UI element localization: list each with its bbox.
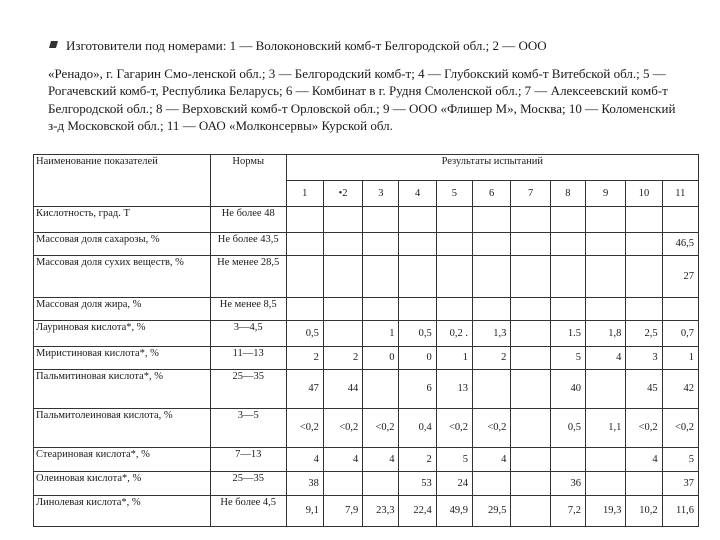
results-header: Результаты испытаний: [286, 155, 698, 181]
result-cell-3: [363, 256, 399, 298]
column-number-2: •2: [323, 181, 362, 207]
result-cell-10: 3: [626, 347, 662, 370]
intro-paragraph-1: [48, 37, 688, 55]
table-row: [34, 298, 699, 321]
result-cell-1: 0,5: [286, 321, 323, 347]
result-cell-1: <0,2: [286, 409, 323, 448]
result-cell-10: 2,5: [626, 321, 662, 347]
result-cell-1: 9,1: [286, 496, 323, 527]
result-cell-6: 2: [473, 347, 511, 370]
norm-value: 3—5: [210, 409, 286, 448]
indicator-header: Наименование показателей: [34, 155, 211, 207]
result-cell-1: 4: [286, 448, 323, 472]
result-cell-7: [511, 233, 550, 256]
result-cell-8: 36: [550, 472, 585, 496]
result-cell-11: 0,7: [662, 321, 698, 347]
result-cell-4: [399, 233, 436, 256]
result-cell-9: [585, 256, 625, 298]
result-cell-6: <0,2: [473, 409, 511, 448]
result-cell-9: 1,1: [585, 409, 625, 448]
result-cell-7: [511, 207, 550, 233]
column-number-5: 5: [436, 181, 472, 207]
result-cell-11: 27: [662, 256, 698, 298]
table-row: [34, 321, 699, 347]
result-cell-8: [550, 207, 585, 233]
result-cell-3: 4: [363, 448, 399, 472]
result-cell-8: 0,5: [550, 409, 585, 448]
indicator-name: Стеариновая кислота*, %: [34, 448, 211, 472]
result-cell-5: [436, 256, 472, 298]
result-cell-9: [585, 298, 625, 321]
result-cell-3: [363, 207, 399, 233]
norm-value: Не более 4,5: [210, 496, 286, 527]
result-cell-2: <0,2: [323, 409, 362, 448]
result-cell-6: 1,3: [473, 321, 511, 347]
result-cell-2: 4: [323, 448, 362, 472]
table-row: [34, 409, 699, 448]
column-number-1: 1: [286, 181, 323, 207]
result-cell-6: [473, 256, 511, 298]
result-cell-4: 0,5: [399, 321, 436, 347]
result-cell-2: [323, 256, 362, 298]
table-header-row: [34, 155, 699, 181]
result-cell-3: [363, 233, 399, 256]
result-cell-3: <0,2: [363, 409, 399, 448]
result-cell-3: 23,3: [363, 496, 399, 527]
result-cell-9: 1,8: [585, 321, 625, 347]
indicator-name: Миристиновая кислота*, %: [34, 347, 211, 370]
result-cell-6: [473, 207, 511, 233]
result-cell-7: [511, 448, 550, 472]
indicator-name: Лауриновая кислота*, %: [34, 321, 211, 347]
result-cell-11: 1: [662, 347, 698, 370]
result-cell-11: [662, 298, 698, 321]
result-cell-7: [511, 472, 550, 496]
results-table-body: [34, 155, 699, 527]
result-cell-6: [473, 233, 511, 256]
bullet-icon: [48, 40, 59, 49]
result-cell-4: 2: [399, 448, 436, 472]
result-cell-9: [585, 207, 625, 233]
column-number-10: 10: [626, 181, 662, 207]
result-cell-11: 37: [662, 472, 698, 496]
result-cell-3: 0: [363, 347, 399, 370]
result-cell-11: [662, 207, 698, 233]
result-cell-2: 7,9: [323, 496, 362, 527]
result-cell-10: [626, 207, 662, 233]
norm-value: 25—35: [210, 370, 286, 409]
result-cell-3: [363, 472, 399, 496]
result-cell-1: [286, 298, 323, 321]
table-row: [34, 207, 699, 233]
result-cell-10: <0,2: [626, 409, 662, 448]
result-cell-6: [473, 472, 511, 496]
indicator-name: Линолевая кислота*, %: [34, 496, 211, 527]
result-cell-4: 53: [399, 472, 436, 496]
intro-paragraph-2: «Ренадо», г. Гагарин Смо-ленской обл.; 3 — Белгородский комб-т; 4 — Глубокский комб-т Витебской обл.; 5 — Рогачевский комб-т, Республика Беларусь; 6 — Комбинат в г. Рудня Смоленской обл.; 7 — Алексеевский комб-т Белгородской обл.; 8 — Верховский комб-т Орловской обл.; 9 — ООО «Флишер М», Москва; 10 — Коломенский з-д Московской обл.; 11 — ОАО «Молконсервы» Курской обл.: [48, 65, 676, 133]
result-cell-1: 2: [286, 347, 323, 370]
result-cell-9: 19,3: [585, 496, 625, 527]
result-cell-3: 1: [363, 321, 399, 347]
result-cell-2: [323, 321, 362, 347]
result-cell-4: 6: [399, 370, 436, 409]
result-cell-10: 10,2: [626, 496, 662, 527]
indicator-name: Пальмитиновая кислота*, %: [34, 370, 211, 409]
intro-line-1: Изготовители под номерами: 1 — Волоконовский комб-т Белгородской обл.; 2 — ООО: [66, 38, 547, 53]
result-cell-2: 2: [323, 347, 362, 370]
result-cell-5: [436, 298, 472, 321]
result-cell-7: [511, 256, 550, 298]
result-cell-10: 4: [626, 448, 662, 472]
result-cell-9: 4: [585, 347, 625, 370]
result-cell-11: 42: [662, 370, 698, 409]
indicator-name: Массовая доля жира, %: [34, 298, 211, 321]
result-cell-2: [323, 298, 362, 321]
table-row: [34, 472, 699, 496]
column-number-3: 3: [363, 181, 399, 207]
norms-header: Нормы: [210, 155, 286, 207]
result-cell-4: [399, 207, 436, 233]
result-cell-9: [585, 370, 625, 409]
column-number-7: 7: [511, 181, 550, 207]
result-cell-10: [626, 298, 662, 321]
result-cell-5: [436, 233, 472, 256]
result-cell-2: [323, 472, 362, 496]
result-cell-4: [399, 298, 436, 321]
result-cell-9: [585, 233, 625, 256]
table-row: [34, 347, 699, 370]
result-cell-3: [363, 370, 399, 409]
result-cell-11: 5: [662, 448, 698, 472]
result-cell-4: 22,4: [399, 496, 436, 527]
result-cell-6: [473, 370, 511, 409]
result-cell-5: 49,9: [436, 496, 472, 527]
result-cell-1: 38: [286, 472, 323, 496]
column-number-8: 8: [550, 181, 585, 207]
table-row: [34, 370, 699, 409]
result-cell-10: 45: [626, 370, 662, 409]
result-cell-8: 7,2: [550, 496, 585, 527]
result-cell-1: 47: [286, 370, 323, 409]
result-cell-11: 11,6: [662, 496, 698, 527]
result-cell-5: 0,2 .: [436, 321, 472, 347]
norm-value: Не менее 8,5: [210, 298, 286, 321]
result-cell-4: 0: [399, 347, 436, 370]
result-cell-3: [363, 298, 399, 321]
result-cell-1: [286, 207, 323, 233]
result-cell-6: 4: [473, 448, 511, 472]
column-number-6: 6: [473, 181, 511, 207]
result-cell-8: [550, 448, 585, 472]
result-cell-8: [550, 233, 585, 256]
result-cell-1: [286, 233, 323, 256]
result-cell-1: [286, 256, 323, 298]
table-row: [34, 448, 699, 472]
indicator-name: Пальмитолеиновая кислота, %: [34, 409, 211, 448]
result-cell-8: [550, 256, 585, 298]
result-cell-7: [511, 321, 550, 347]
result-cell-5: 1: [436, 347, 472, 370]
norm-value: 3—4,5: [210, 321, 286, 347]
norm-value: 25—35: [210, 472, 286, 496]
table-row: [34, 496, 699, 527]
result-cell-9: [585, 448, 625, 472]
norm-value: Не менее 28,5: [210, 256, 286, 298]
result-cell-10: [626, 233, 662, 256]
result-cell-11: <0,2: [662, 409, 698, 448]
results-table: [33, 154, 699, 527]
result-cell-8: 40: [550, 370, 585, 409]
result-cell-5: [436, 207, 472, 233]
column-number-4: 4: [399, 181, 436, 207]
indicator-name: Массовая доля сухих веществ, %: [34, 256, 211, 298]
result-cell-4: [399, 256, 436, 298]
table-row: [34, 256, 699, 298]
result-cell-8: 5: [550, 347, 585, 370]
norm-value: Не более 43,5: [210, 233, 286, 256]
norm-value: Не более 48: [210, 207, 286, 233]
indicator-name: Олеиновая кислота*, %: [34, 472, 211, 496]
table-row: [34, 233, 699, 256]
indicator-name: Массовая доля сахарозы, %: [34, 233, 211, 256]
result-cell-10: [626, 472, 662, 496]
result-cell-7: [511, 496, 550, 527]
result-cell-2: 44: [323, 370, 362, 409]
column-number-11: 11: [662, 181, 698, 207]
result-cell-8: [550, 298, 585, 321]
result-cell-11: 46,5: [662, 233, 698, 256]
result-cell-10: [626, 256, 662, 298]
result-cell-8: 1.5: [550, 321, 585, 347]
norm-value: 7—13: [210, 448, 286, 472]
result-cell-2: [323, 207, 362, 233]
column-number-9: 9: [585, 181, 625, 207]
result-cell-9: [585, 472, 625, 496]
norm-value: 11—13: [210, 347, 286, 370]
result-cell-7: [511, 409, 550, 448]
result-cell-6: 29,5: [473, 496, 511, 527]
result-cell-6: [473, 298, 511, 321]
result-cell-5: 13: [436, 370, 472, 409]
result-cell-7: [511, 347, 550, 370]
intro-text: [48, 37, 688, 135]
indicator-name: Кислотность, град. Т: [34, 207, 211, 233]
result-cell-7: [511, 298, 550, 321]
result-cell-5: 5: [436, 448, 472, 472]
result-cell-5: 24: [436, 472, 472, 496]
result-cell-5: <0,2: [436, 409, 472, 448]
result-cell-4: 0,4: [399, 409, 436, 448]
result-cell-2: [323, 233, 362, 256]
result-cell-7: [511, 370, 550, 409]
